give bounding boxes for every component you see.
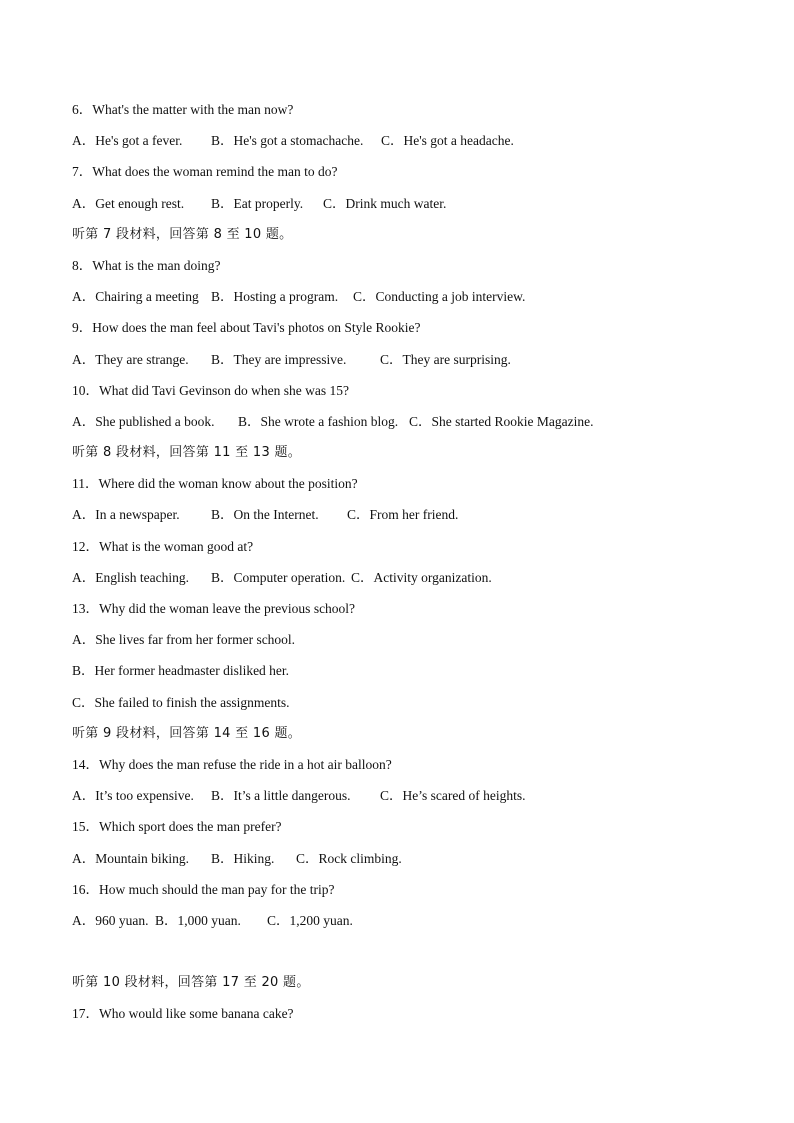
option-a: A．Mountain biking. <box>72 850 189 866</box>
option-b: B．On the Internet. <box>211 507 319 523</box>
option-c: C．He’s scared of heights. <box>380 788 526 804</box>
section-heading-7: 听第 7 段材料，回答第 8 至 10 题。 <box>72 226 293 242</box>
question-14-options <box>72 786 722 817</box>
option-a: A．In a newspaper. <box>72 507 180 523</box>
question-15-options <box>72 849 722 880</box>
option-a: A．960 yuan. <box>72 912 149 928</box>
question-17: 17．Who would like some banana cake? <box>72 1006 294 1022</box>
question-16-options <box>72 911 722 942</box>
section-heading-8: 听第 8 段材料，回答第 11 至 13 题。 <box>72 445 302 461</box>
option-a: A．She published a book. <box>72 413 215 429</box>
option-c: C．Rock climbing. <box>296 850 402 866</box>
section-heading-10: 听第 10 段材料，回答第 17 至 20 题。 <box>72 975 310 991</box>
option-c: C．Conducting a job interview. <box>353 289 526 305</box>
option-c: C．He's got a headache. <box>381 133 514 149</box>
exam-page-content <box>72 100 722 1036</box>
section-heading-9: 听第 9 段材料，回答第 14 至 16 题。 <box>72 725 302 741</box>
option-b: B．He's got a stomachache. <box>211 133 364 149</box>
option-b: B．Hiking. <box>211 850 275 866</box>
question-9-options <box>72 350 722 381</box>
question-13-option-a: A．She lives far from her former school. <box>72 632 296 648</box>
option-b: B．Hosting a program. <box>211 289 339 305</box>
question-13-option-b: B．Her former headmaster disliked her. <box>72 663 290 679</box>
question-11: 11．Where did the woman know about the position? <box>72 476 358 492</box>
option-c: C．1,200 yuan. <box>267 912 353 928</box>
question-8: 8．What is the man doing? <box>72 257 221 273</box>
option-a: A．English teaching. <box>72 569 189 585</box>
option-c: C．Drink much water. <box>323 195 447 211</box>
question-14: 14．Why does the man refuse the ride in a hot air balloon? <box>72 756 392 772</box>
question-11-options <box>72 505 722 536</box>
option-c: C．Activity organization. <box>351 569 492 585</box>
question-13: 13．Why did the woman leave the previous school? <box>72 601 356 616</box>
question-12-options <box>72 568 722 599</box>
question-10: 10．What did Tavi Gevinson do when she was 15? <box>72 382 350 398</box>
option-b: B．Computer operation. <box>211 569 346 585</box>
question-16: 16．How much should the man pay for the trip? <box>72 881 335 897</box>
question-13-option-c: C．She failed to finish the assignments. <box>72 694 290 710</box>
option-b: B．They are impressive. <box>211 351 347 367</box>
option-b: B．Eat properly. <box>211 195 304 211</box>
question-10-options <box>72 412 722 443</box>
question-6-options <box>72 131 722 162</box>
option-c: C．She started Rookie Magazine. <box>409 413 594 429</box>
spacer <box>72 942 722 973</box>
option-b: B．She wrote a fashion blog. <box>238 413 399 429</box>
question-6: 6．What's the matter with the man now? <box>72 102 294 117</box>
question-12: 12．What is the woman good at? <box>72 538 254 554</box>
option-a: A．It’s too expensive. <box>72 788 194 804</box>
option-a: A．They are strange. <box>72 351 189 367</box>
question-7: 7．What does the woman remind the man to do? <box>72 164 338 180</box>
option-c: C．From her friend. <box>347 507 459 523</box>
option-a: A．He's got a fever. <box>72 133 183 149</box>
option-a: A．Chairing a meeting <box>72 289 199 305</box>
question-8-options <box>72 287 722 318</box>
question-15: 15．Which sport does the man prefer? <box>72 819 282 835</box>
option-b: B．1,000 yuan. <box>155 912 241 928</box>
option-c: C．They are surprising. <box>380 351 511 367</box>
option-b: B．It’s a little dangerous. <box>211 788 351 804</box>
option-a: A．Get enough rest. <box>72 195 185 211</box>
question-7-options <box>72 194 722 225</box>
question-9: 9．How does the man feel about Tavi's photos on Style Rookie? <box>72 320 421 336</box>
